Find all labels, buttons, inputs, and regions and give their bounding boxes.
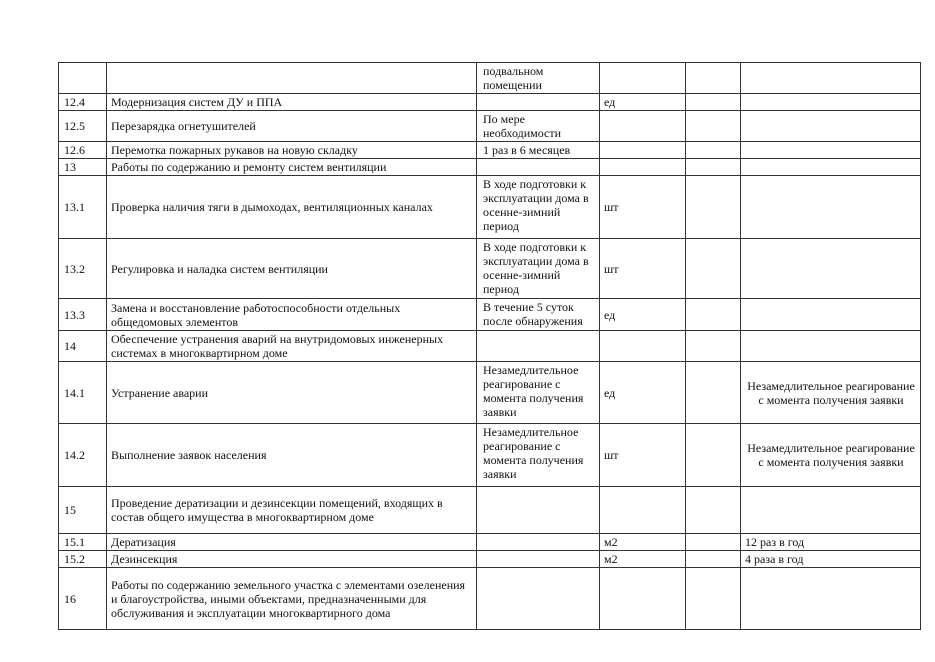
item-number: 13.1 <box>59 176 107 239</box>
periodicity: Незамедлительное реагирование с момента получения заявки <box>477 424 600 487</box>
table-row <box>59 551 921 568</box>
work-description: Работы по содержанию земельного участка с элементами озеленения и благоустройства, иными объектами, предназначенными для обслуживания и эксплуатации многоквартирного дома <box>107 568 477 630</box>
quantity-cell <box>686 142 741 159</box>
work-description: Обеспечение устранения аварий на внутридомовых инженерных системах в многоквартирном доме <box>107 331 477 362</box>
item-number: 12.5 <box>59 111 107 142</box>
periodicity: В ходе подготовки к эксплуатации дома в осенне-зимний период <box>477 176 600 239</box>
work-description: Дератизация <box>107 534 477 551</box>
unit-of-measure: ед <box>600 299 686 331</box>
item-number: 15 <box>59 487 107 534</box>
item-number: 14.2 <box>59 424 107 487</box>
table-row <box>59 176 921 239</box>
periodicity: 1 раз в 6 месяцев <box>477 142 600 159</box>
table-row <box>59 142 921 159</box>
item-number <box>59 63 107 94</box>
periodicity: По мере необходимости <box>477 111 600 142</box>
unit-of-measure <box>600 568 686 630</box>
quantity-cell <box>686 111 741 142</box>
item-number: 15.1 <box>59 534 107 551</box>
note-cell <box>741 487 921 534</box>
works-table <box>58 62 921 630</box>
table-row <box>59 239 921 299</box>
item-number: 12.6 <box>59 142 107 159</box>
note-cell: Незамедлительное реагирование с момента получения заявки <box>741 424 921 487</box>
note-cell <box>741 176 921 239</box>
periodicity <box>477 94 600 111</box>
periodicity <box>477 534 600 551</box>
work-description: Перезарядка огнетушителей <box>107 111 477 142</box>
unit-of-measure: шт <box>600 239 686 299</box>
item-number: 16 <box>59 568 107 630</box>
item-number: 15.2 <box>59 551 107 568</box>
unit-of-measure <box>600 159 686 176</box>
unit-of-measure: м2 <box>600 534 686 551</box>
periodicity <box>477 568 600 630</box>
work-description <box>107 63 477 94</box>
quantity-cell <box>686 331 741 362</box>
unit-of-measure: шт <box>600 176 686 239</box>
table-row <box>59 159 921 176</box>
table-row <box>59 534 921 551</box>
item-number: 12.4 <box>59 94 107 111</box>
unit-of-measure: ед <box>600 94 686 111</box>
work-description: Выполнение заявок населения <box>107 424 477 487</box>
note-cell: 4 раза в год <box>741 551 921 568</box>
quantity-cell <box>686 487 741 534</box>
item-number: 13 <box>59 159 107 176</box>
work-description: Перемотка пожарных рукавов на новую складку <box>107 142 477 159</box>
work-description: Регулировка и наладка систем вентиляции <box>107 239 477 299</box>
work-description: Дезинсекция <box>107 551 477 568</box>
note-cell <box>741 239 921 299</box>
item-number: 14.1 <box>59 362 107 424</box>
unit-of-measure <box>600 331 686 362</box>
note-cell <box>741 142 921 159</box>
unit-of-measure: ед <box>600 362 686 424</box>
quantity-cell <box>686 239 741 299</box>
note-cell <box>741 568 921 630</box>
quantity-cell <box>686 63 741 94</box>
table-row <box>59 362 921 424</box>
unit-of-measure <box>600 487 686 534</box>
table-row <box>59 94 921 111</box>
work-description: Проведение дератизации и дезинсекции помещений, входящих в состав общего имущества в многоквартирном доме <box>107 487 477 534</box>
note-cell <box>741 299 921 331</box>
table-row <box>59 331 921 362</box>
note-cell <box>741 159 921 176</box>
note-cell <box>741 63 921 94</box>
periodicity: В течение 5 суток после обнаружения <box>477 299 600 331</box>
table-row <box>59 299 921 331</box>
item-number: 13.2 <box>59 239 107 299</box>
unit-of-measure <box>600 63 686 94</box>
note-cell: Незамедлительное реагирование с момента получения заявки <box>741 362 921 424</box>
note-cell <box>741 111 921 142</box>
quantity-cell <box>686 551 741 568</box>
item-number: 13.3 <box>59 299 107 331</box>
periodicity <box>477 159 600 176</box>
quantity-cell <box>686 159 741 176</box>
periodicity <box>477 551 600 568</box>
note-cell <box>741 94 921 111</box>
periodicity: Незамедлительное реагирование с момента получения заявки <box>477 362 600 424</box>
unit-of-measure <box>600 111 686 142</box>
quantity-cell <box>686 362 741 424</box>
work-description: Замена и восстановление работоспособности отдельных общедомовых элементов <box>107 299 477 331</box>
work-description: Модернизация систем ДУ и ППА <box>107 94 477 111</box>
work-description: Работы по содержанию и ремонту систем вентиляции <box>107 159 477 176</box>
item-number: 14 <box>59 331 107 362</box>
note-cell <box>741 331 921 362</box>
works-table-body <box>59 63 921 630</box>
quantity-cell <box>686 534 741 551</box>
quantity-cell <box>686 424 741 487</box>
table-row <box>59 111 921 142</box>
table-row <box>59 424 921 487</box>
quantity-cell <box>686 299 741 331</box>
periodicity: подвальном помещении <box>477 63 600 94</box>
table-row <box>59 568 921 630</box>
unit-of-measure: шт <box>600 424 686 487</box>
unit-of-measure: м2 <box>600 551 686 568</box>
periodicity <box>477 331 600 362</box>
note-cell: 12 раз в год <box>741 534 921 551</box>
table-row <box>59 487 921 534</box>
table-row <box>59 63 921 94</box>
unit-of-measure <box>600 142 686 159</box>
work-description: Устранение аварии <box>107 362 477 424</box>
quantity-cell <box>686 94 741 111</box>
quantity-cell <box>686 568 741 630</box>
periodicity: В ходе подготовки к эксплуатации дома в осенне-зимний период <box>477 239 600 299</box>
quantity-cell <box>686 176 741 239</box>
periodicity <box>477 487 600 534</box>
work-description: Проверка наличия тяги в дымоходах, вентиляционных каналах <box>107 176 477 239</box>
